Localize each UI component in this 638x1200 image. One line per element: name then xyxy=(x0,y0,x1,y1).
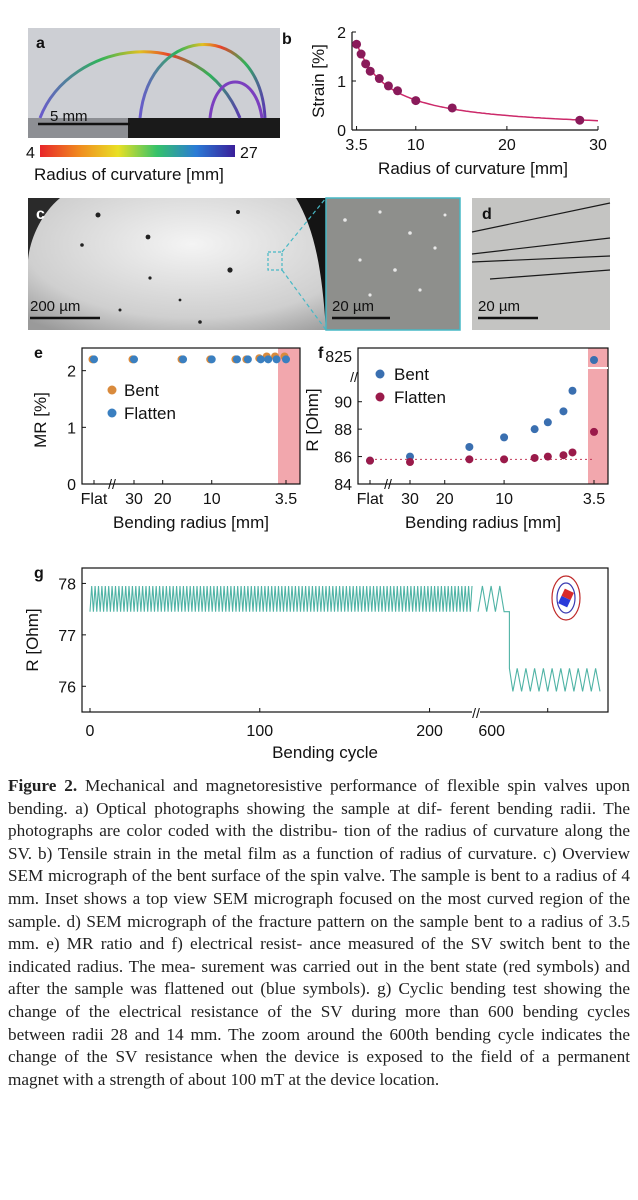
caption-line: bending cycles between radii 28 and 14 mm. The zoom around the 600th xyxy=(8,1001,631,1044)
x-axis-label-e: Bending radius [mm] xyxy=(113,513,269,532)
strain-fit-line xyxy=(357,43,598,121)
strain-point xyxy=(366,67,375,76)
y-tick-label-e: 2 xyxy=(67,363,76,381)
caption-line: ance measured of the SV switch bent to the indicated radius. The mea- xyxy=(8,934,630,976)
caption-line: surement was carried out in the bent state (red symbols) and after the xyxy=(8,956,630,999)
legend-label-bent-f: Bent xyxy=(394,365,429,384)
x-tick-label-b: 20 xyxy=(497,137,516,154)
caption-line: sample bent to a radius of 3.5 mm. e) MR ratio and f) electrical resist- xyxy=(8,911,630,954)
resistance-point-bent xyxy=(568,387,576,395)
mr-point-flatten xyxy=(264,355,272,363)
panel-c xyxy=(28,198,460,330)
x-axis-label-b: Radius of curvature [mm] xyxy=(378,159,568,178)
mr-point-flatten xyxy=(244,355,252,363)
strain-point xyxy=(384,81,393,90)
colorbar-title: Radius of curvature [mm] xyxy=(34,165,224,184)
resistance-point-flatten xyxy=(500,455,508,463)
mr-point-flatten xyxy=(90,355,98,363)
scalebar-label-d: 20 µm xyxy=(478,298,520,315)
y-axis-label-b: Strain [%] xyxy=(309,44,328,118)
panel-label-f: f xyxy=(318,345,324,362)
resistance-point-bent xyxy=(544,418,552,426)
magnet-icon xyxy=(552,576,580,620)
x-tick-label-b: 3.5 xyxy=(345,137,368,154)
axis-break-g: // xyxy=(472,705,480,721)
legend-marker-flatten-f xyxy=(376,393,385,402)
x-axis-label-f: Bending radius [mm] xyxy=(405,513,561,532)
x-tick-label-f: 20 xyxy=(435,491,454,508)
resistance-point-bent xyxy=(500,433,508,441)
x-tick-label-f: 3.5 xyxy=(582,491,606,508)
y-axis-break-f: // xyxy=(350,369,358,385)
colorbar-max: 27 xyxy=(240,145,258,162)
panel-f xyxy=(303,345,608,532)
resistance-point-flatten xyxy=(531,454,539,462)
mr-point-flatten xyxy=(179,355,187,363)
strain-point xyxy=(352,40,361,49)
figure-caption xyxy=(8,775,630,1091)
resistance-point-bent xyxy=(531,425,539,433)
caption-line: sample was flattened out (blue symbols). g) Cyclic bending test showing xyxy=(74,979,602,999)
y-tick-label-b: 2 xyxy=(337,25,346,42)
panel-label-b: b xyxy=(282,31,292,48)
legend-label-bent-e: Bent xyxy=(124,381,159,400)
caption-line: region of the sample. d) SEM micrograph of the fracture pattern on the xyxy=(8,888,631,931)
panel-label-a: a xyxy=(36,35,45,52)
x-tick-label-e: 3.5 xyxy=(274,491,298,508)
y-tick-label-f: 825 xyxy=(325,349,352,366)
resistance-point-flatten xyxy=(590,428,598,436)
strain-point xyxy=(575,116,584,125)
x-tick-label-g: 600 xyxy=(478,723,506,740)
plot-frame-g xyxy=(82,568,608,712)
x-tick-label-e: 10 xyxy=(202,491,221,508)
y-tick-label-g: 77 xyxy=(58,627,76,645)
legend-marker-bent-e xyxy=(108,386,117,395)
mr-point-flatten xyxy=(282,355,290,363)
caption-line: the change of the electrical resistance of the SV during more than 600 xyxy=(8,979,631,1021)
highlight-region-e xyxy=(278,348,300,484)
panel-label-g: g xyxy=(34,565,44,582)
scalebar-label-c-inset: 20 µm xyxy=(332,298,374,315)
panel-d xyxy=(472,198,610,330)
caption-line: valves upon bending. a) Optical photographs showing the sample at dif- xyxy=(8,776,630,818)
magnet-zoom-trace xyxy=(478,586,600,691)
x-tick-label-e: 20 xyxy=(153,491,172,508)
y-axis-label-e: MR [%] xyxy=(31,392,50,448)
y-tick-label-f: 88 xyxy=(334,422,352,440)
caption-line: Inset shows a top view SEM micrograph focused on the most curved xyxy=(44,888,534,908)
panel-g xyxy=(23,565,608,762)
x-tick-label-e: 30 xyxy=(125,491,143,508)
axis-break-e: // xyxy=(108,476,116,492)
y-tick-label-g: 76 xyxy=(58,679,76,697)
x-tick-label-g: 200 xyxy=(416,723,443,740)
resistance-point-flatten xyxy=(465,455,473,463)
y-tick-label-f: 90 xyxy=(334,394,352,412)
panel-label-d: d xyxy=(482,206,492,223)
caption-line: film as a function of radius of curvature. c) Overview SEM micrograph of xyxy=(8,843,630,886)
resistance-point-flatten xyxy=(406,458,414,466)
resistance-point-bent xyxy=(590,356,598,364)
y-tick-label-b: 1 xyxy=(337,74,346,91)
y-axis-label-g: R [Ohm] xyxy=(23,608,42,672)
y-tick-label-e: 0 xyxy=(67,477,76,494)
y-tick-label-f: 84 xyxy=(334,477,352,494)
colorbar xyxy=(40,145,235,157)
resistance-point-flatten xyxy=(568,448,576,456)
colorbar-min: 4 xyxy=(26,145,35,162)
y-axis-label-f: R [Ohm] xyxy=(303,388,322,452)
resistance-point-flatten xyxy=(544,453,552,461)
legend-label-flatten-f: Flatten xyxy=(394,388,446,407)
x-axis-label-g: Bending cycle xyxy=(272,743,378,762)
panel-label-c: c xyxy=(36,206,45,223)
x-tick-label-f: 10 xyxy=(495,491,513,508)
x-tick-label-g: 100 xyxy=(246,723,274,740)
caption-line: Mechanical and magnetoresistive performance of flexible spin xyxy=(85,776,536,795)
x-tick-label-e: Flat xyxy=(80,491,108,508)
resistance-point-bent xyxy=(559,407,567,415)
x-tick-label-b: 30 xyxy=(589,137,607,154)
x-tick-label-f: 30 xyxy=(401,491,419,508)
strain-point xyxy=(375,74,384,83)
strain-point xyxy=(357,50,366,59)
mr-point-flatten xyxy=(130,355,138,363)
caption-line: 100 mT at the device location. xyxy=(230,1069,440,1089)
axis-break-f: // xyxy=(384,476,392,492)
panel-label-e: e xyxy=(34,345,43,362)
mr-point-flatten xyxy=(208,355,216,363)
mr-point-flatten xyxy=(273,355,281,363)
cyclic-resistance-trace xyxy=(90,586,472,612)
resistance-point-flatten xyxy=(366,457,374,465)
resistance-point-bent xyxy=(465,443,473,451)
strain-point xyxy=(411,96,420,105)
panel-a xyxy=(26,28,280,184)
resistance-point-flatten xyxy=(559,451,567,459)
caption-line: bending cycle indicates the change of the SV resistance when the device xyxy=(8,1024,630,1067)
strain-point xyxy=(393,86,402,95)
mr-point-flatten xyxy=(257,355,265,363)
caption-label: Figure 2. xyxy=(8,776,78,795)
caption-line: ferent bending radii. The photographs are color coded with the distribu- xyxy=(8,798,631,841)
caption-line: is exposed to the field of a permanent magnet with a strength of about xyxy=(8,1047,630,1089)
mr-point-flatten xyxy=(233,355,241,363)
caption-line: tion of the radius of curvature along the SV. b) Tensile strain in the metal xyxy=(8,821,630,863)
x-tick-label-b: 10 xyxy=(406,137,425,154)
y-tick-label-b: 0 xyxy=(337,123,346,140)
y-tick-label-g: 78 xyxy=(58,576,76,594)
x-tick-label-g: 0 xyxy=(85,723,95,740)
x-tick-label-f: Flat xyxy=(356,491,384,508)
y-tick-label-f: 86 xyxy=(334,449,352,467)
scalebar-label-a: 5 mm xyxy=(50,108,88,125)
strain-point xyxy=(448,103,457,112)
legend-marker-bent-f xyxy=(376,370,385,379)
panel-b xyxy=(282,25,607,178)
scalebar-label-c: 200 µm xyxy=(30,298,81,315)
caption-line: the bent surface of the spin valve. The sample is bent to a radius of 4 mm. xyxy=(8,866,631,908)
y-tick-label-e: 1 xyxy=(67,420,76,438)
legend-marker-flatten-e xyxy=(108,409,117,418)
panel-e xyxy=(31,345,300,532)
legend-label-flatten-e: Flatten xyxy=(124,404,176,423)
